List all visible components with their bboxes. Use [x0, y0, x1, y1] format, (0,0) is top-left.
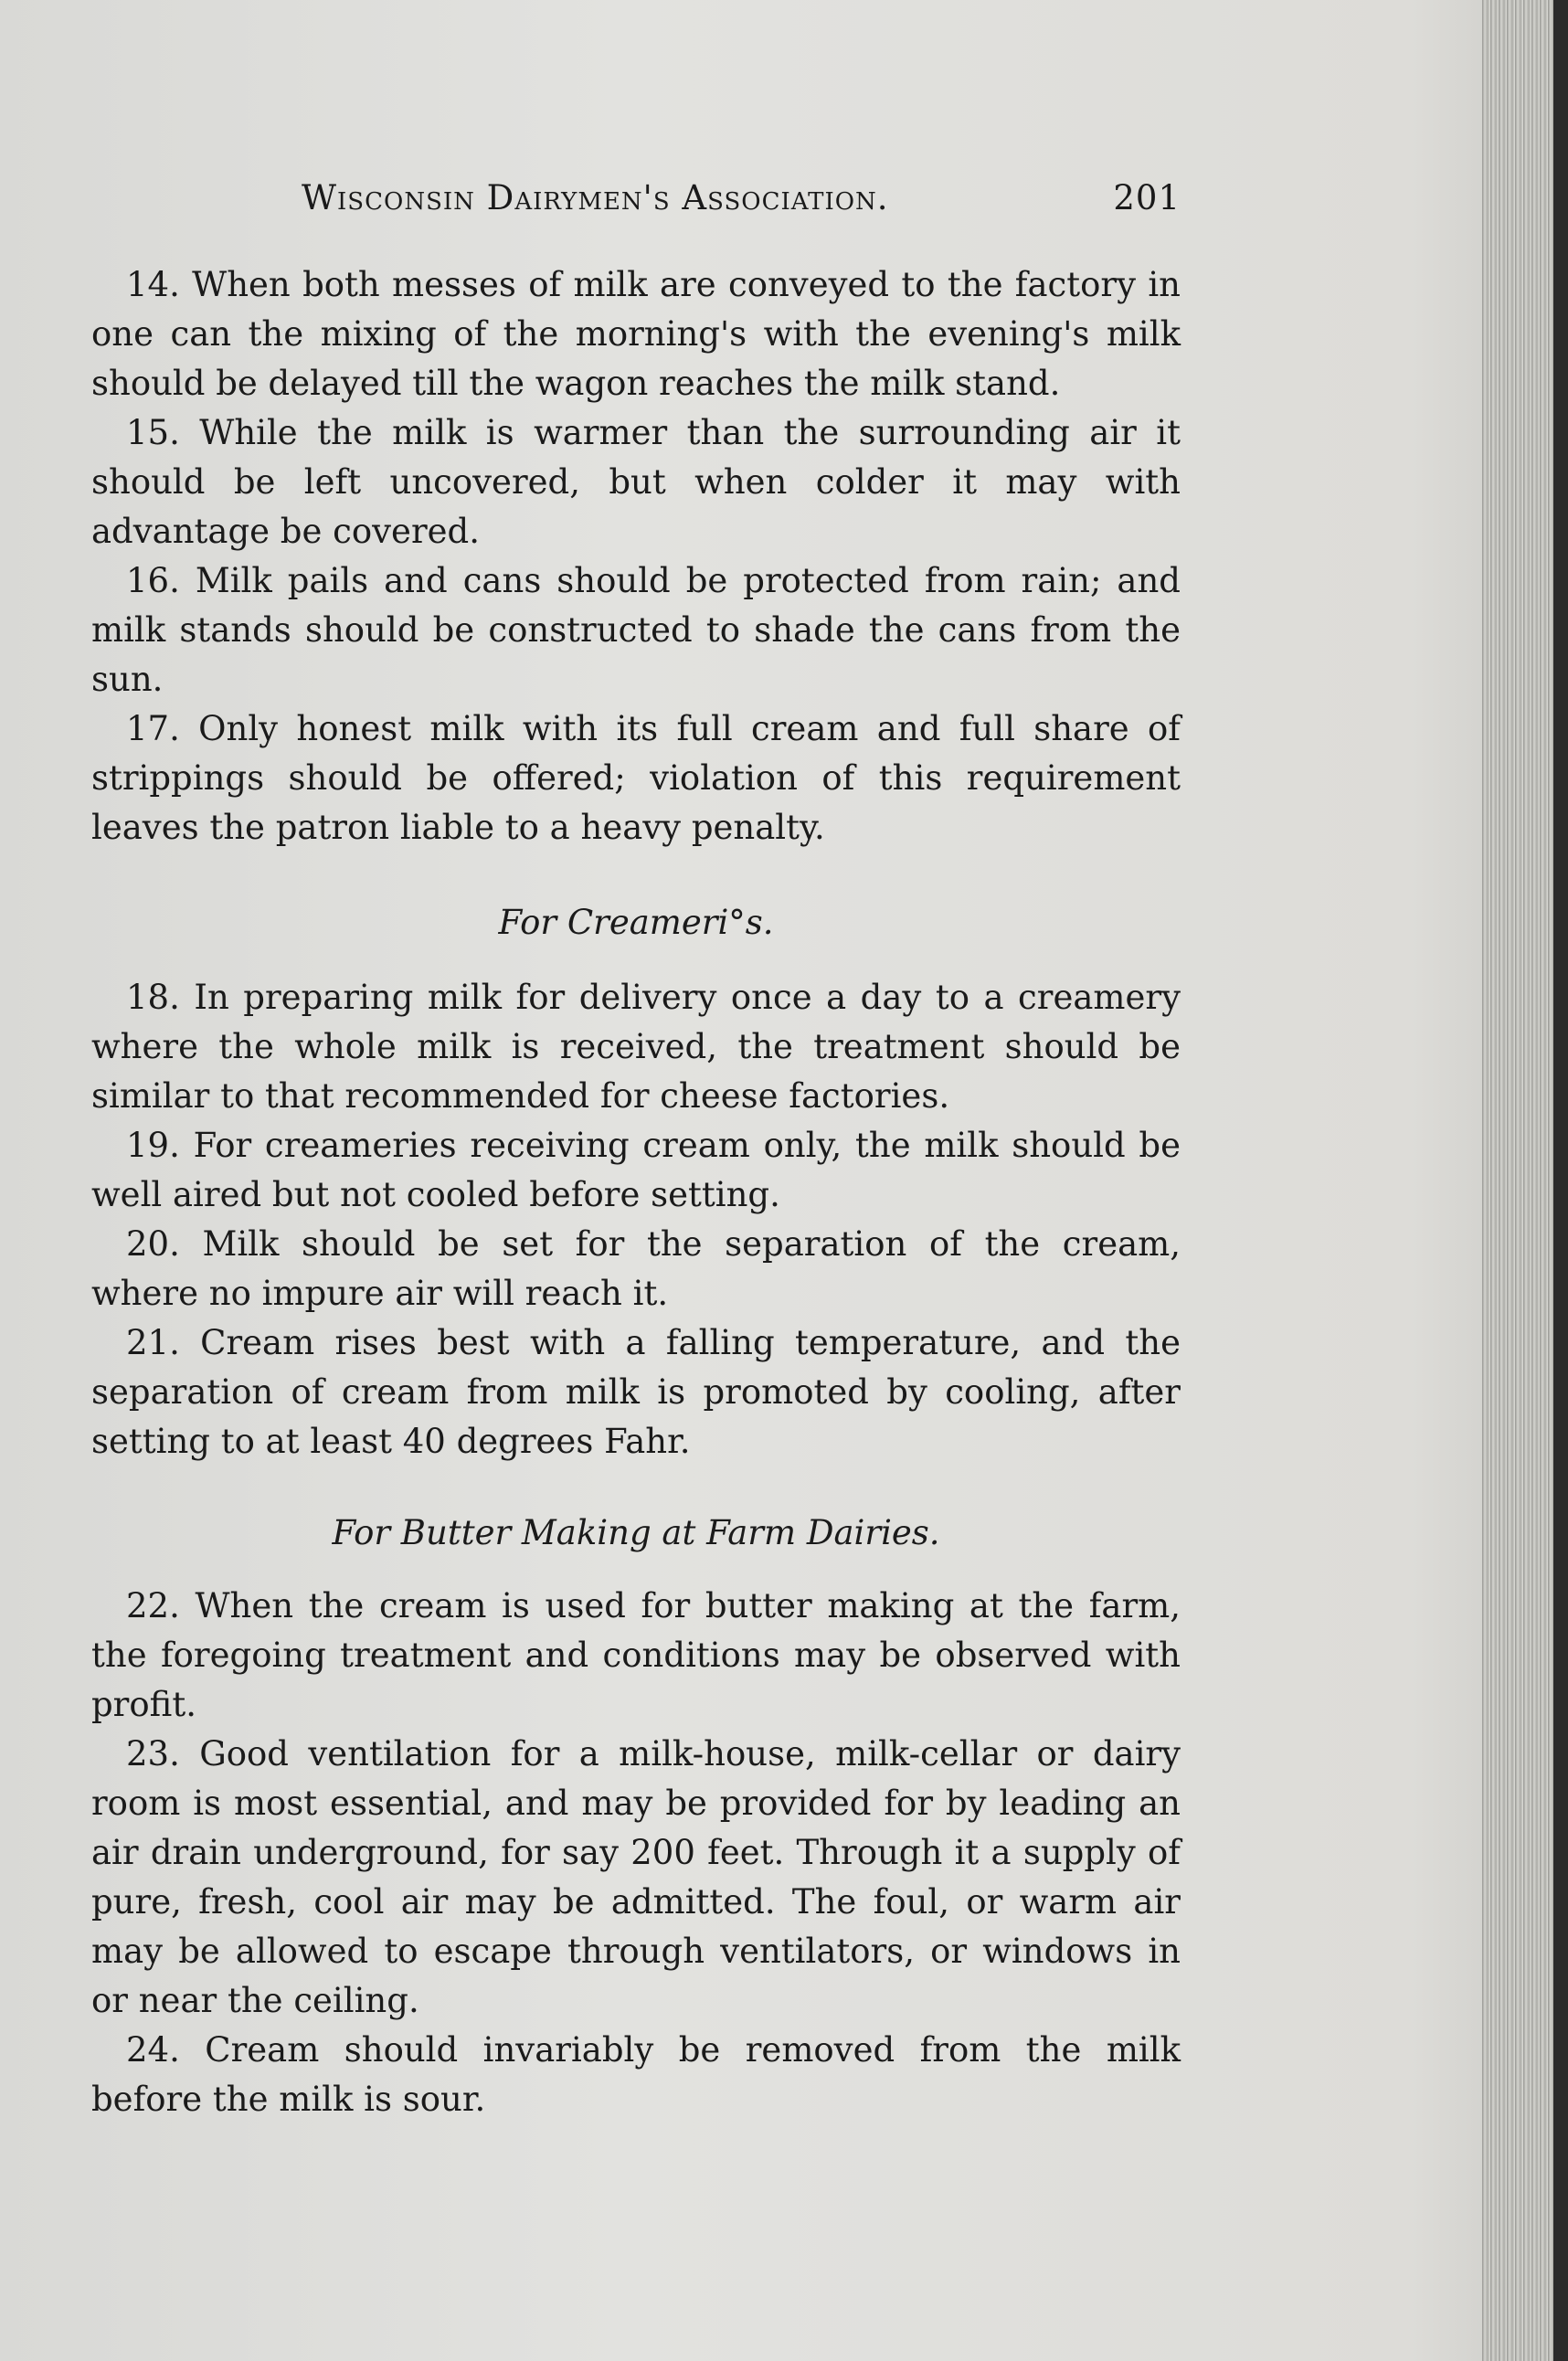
- rule-paragraph: 21. Cream rises best with a falling temperature, and the separation of cream from milk is promoted by cooling, after setting to at least 40 degrees Fahr.: [91, 1323, 1181, 1461]
- rule-paragraph: 16. Milk pails and cans should be protected from rain; and milk stands should be constructed to shade the cans from the sun.: [91, 561, 1181, 699]
- rule-paragraph: 17. Only honest milk with its full cream and full share of strippings should be offered; violation of this requirement leaves the patron liable to a heavy penalty.: [91, 709, 1181, 847]
- rule-paragraph: 14. When both messes of milk are conveyed to the factory in one can the mixing of the morning's with the evening's milk should be delayed till the wagon reaches the milk stand.: [91, 265, 1181, 403]
- rules-block-2: [91, 973, 1181, 1466]
- rule-paragraph: 24. Cream should invariably be removed from the milk before the milk is sour.: [91, 2030, 1181, 2119]
- rule-paragraph: 15. While the milk is warmer than the surrounding air it should be left uncovered, but when colder it may with advantage be covered.: [91, 413, 1181, 551]
- rules-block-1: [91, 260, 1181, 852]
- rule-paragraph: 23. Good ventilation for a milk-house, milk-cellar or dairy room is most essential, and may be provided for by leading an air drain underground, for say 200 feet. Through it a supply of pure, fresh, cool air may be admitted. The foul, or warm air may be allowed to escape through ventilators, or windows in or near the ceiling.: [91, 1734, 1181, 2020]
- section-heading-creameries: For Creameri°s.: [498, 903, 774, 942]
- running-head: [91, 178, 1181, 233]
- page-number: 201: [1113, 178, 1181, 217]
- rule-paragraph: 19. For creameries receiving cream only, the milk should be well aired but not cooled before setting.: [91, 1126, 1181, 1214]
- rules-block-3: [91, 1582, 1181, 2124]
- rule-paragraph: 22. When the cream is used for butter making at the farm, the foregoing treatment and conditions may be observed with profit.: [91, 1586, 1181, 1724]
- running-title: Wisconsin Dairymen's Association.: [302, 178, 889, 217]
- page-content: [91, 178, 1181, 2124]
- page-edge-shadow: [1553, 0, 1568, 2361]
- rule-paragraph: 18. In preparing milk for delivery once a day to a creamery where the whole milk is received, the treatment should be similar to that recommended for cheese factories.: [91, 978, 1181, 1116]
- section-heading-farm-dairies: For Butter Making at Farm Dairies.: [332, 1513, 940, 1552]
- rule-paragraph: 20. Milk should be set for the separation of the cream, where no impure air will reach it.: [91, 1224, 1181, 1313]
